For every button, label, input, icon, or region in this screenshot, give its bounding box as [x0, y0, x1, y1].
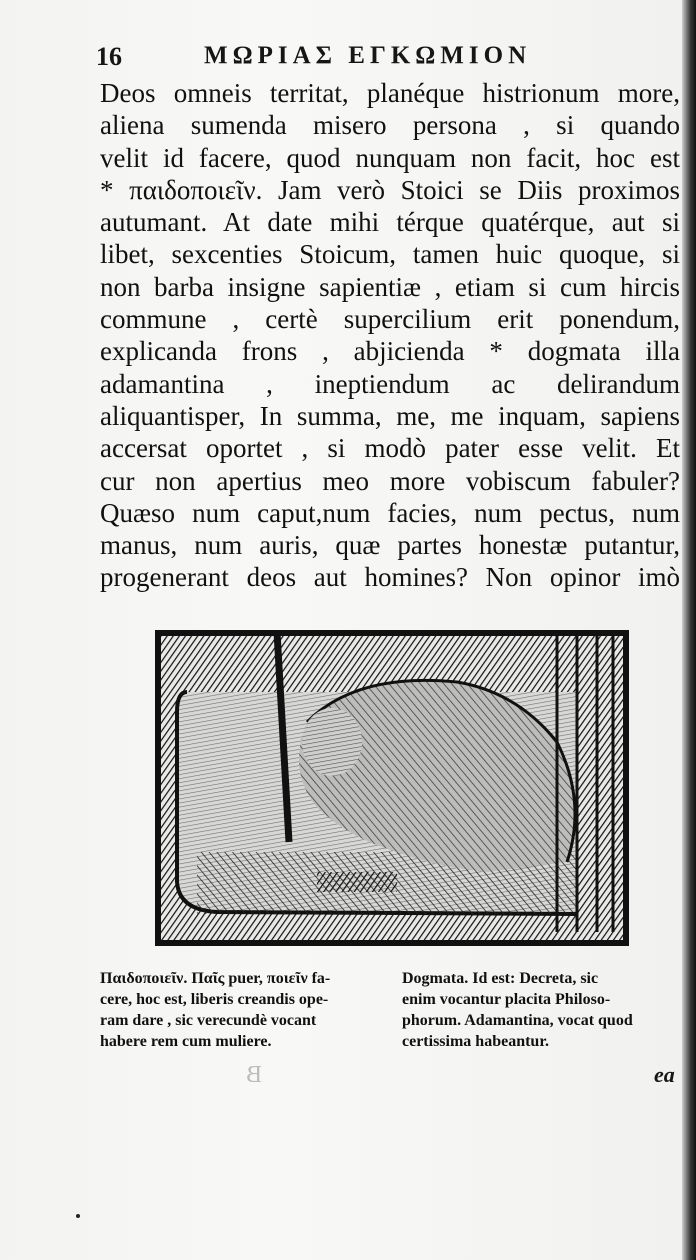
text-line: accersat oportet , si modò pater esse velit. Et	[100, 433, 680, 464]
catchword: ea	[654, 1062, 675, 1087]
page-header	[96, 40, 676, 74]
text-line: progenerant deos aut homines? Non opinor imò	[100, 562, 680, 593]
footnote-line: enim vocantur placita Philoso-	[402, 991, 611, 1008]
text-line: cur non apertius meo more vobiscum fabuler?	[100, 465, 680, 496]
text-line: Quæso num caput,num facies, num pectus, num	[100, 497, 680, 528]
text-line: adamantina , ineptiendum ac delirandum	[100, 368, 680, 399]
footnote-line: Παιδοποιεῖν. Παῖς puer, ποιεῖν fa-	[100, 970, 331, 987]
footnote-line: Dogmata. Id est: Decreta, sic	[402, 970, 599, 987]
text-line: libet, sexcenties Stoicum, tamen huic quoque, si	[100, 239, 680, 270]
book-spine-shadow	[682, 0, 696, 1260]
text-line: aliena sumenda misero persona , si quando	[100, 110, 680, 141]
running-title: ΜΩΡΙΑΣ ΕΓΚΩΜΙΟΝ	[204, 42, 532, 69]
footnote-line: ram dare , sic verecundè vocant	[100, 1012, 317, 1029]
text-line: explicanda frons , abjicienda * dogmata illa	[100, 336, 680, 367]
woodcut-drawing	[157, 632, 627, 944]
text-line: autumant. At date mihi térque quatérque, aut si	[100, 207, 680, 238]
text-line: commune , certè supercilium erit ponendum,	[100, 304, 680, 335]
footnote-line: habere rem cum muliere.	[100, 1033, 272, 1050]
woodcut-illustration	[155, 630, 629, 946]
text-line: velit id facere, quod nunquam non facit, hoc est	[100, 142, 680, 173]
body-text	[100, 77, 680, 594]
footnote-line: cere, hoc est, liberis creandis ope-	[100, 991, 329, 1008]
bleed-through-signature: B	[246, 1062, 263, 1088]
text-line: non barba insigne sapientiæ , etiam si cum hircis	[100, 271, 680, 302]
ink-speck	[76, 1214, 80, 1218]
footnote-right	[402, 968, 674, 1052]
footnote-left	[100, 968, 382, 1052]
text-line: aliquantisper, In summa, me, me inquam, sapiens	[100, 400, 680, 431]
page-number: 16	[96, 42, 122, 71]
text-line: manus, num auris, quæ partes honestæ putantur,	[100, 530, 680, 561]
footnote-line: certissima habeantur.	[402, 1033, 549, 1050]
text-line: Deos omneis territat, planéque histrionum more,	[100, 78, 680, 108]
footnote-line: phorum. Adamantina, vocat quod	[402, 1012, 633, 1029]
text-line: * παιδοποιεῖν. Jam verò Stoici se Diis proximos	[100, 174, 680, 205]
